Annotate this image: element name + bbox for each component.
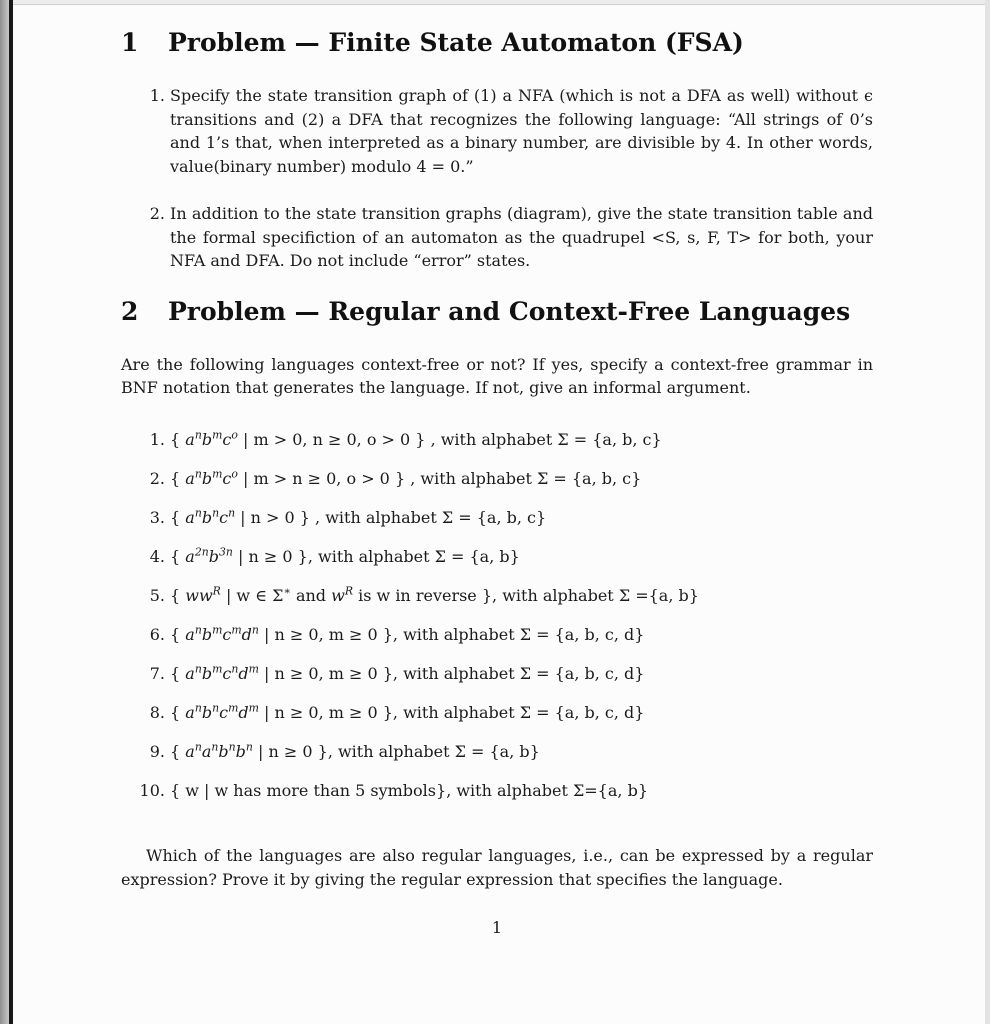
language-item-10 bbox=[121, 779, 873, 803]
item-number: 7. bbox=[149, 663, 165, 683]
language-list bbox=[121, 428, 873, 803]
item-number: 1. bbox=[149, 429, 165, 449]
language-item-8 bbox=[121, 701, 873, 725]
item-number: 6. bbox=[149, 624, 165, 644]
item-number: 9. bbox=[149, 741, 165, 761]
section-2-closing: Which of the languages are also regular languages, i.e., can be expressed by a regular expression? Prove it by giving the regular expression that specifies the language. bbox=[121, 846, 873, 889]
item-text: { $a^nb^mc^nd^m$ | n ≥ 0, m ≥ 0 }, with alphabet Σ = {a, b, c, d} bbox=[170, 662, 645, 683]
item-text: { $a^nb^nc^n$ | n > 0 } , with alphabet Σ = {a, b, c} bbox=[170, 506, 547, 527]
scan-edge-left bbox=[0, 0, 9, 1024]
scan-edge-top bbox=[0, 0, 990, 5]
language-item-5 bbox=[121, 584, 873, 608]
item-number: 3. bbox=[149, 507, 165, 527]
section-2-number: 2 bbox=[121, 296, 139, 326]
language-item-6 bbox=[121, 623, 873, 647]
section-2-intro: Are the following languages context-free or not? If yes, specify a context-free grammar in BNF notation that generates the language. If not, give an informal argument. bbox=[121, 354, 873, 397]
page-number: 1 bbox=[491, 918, 503, 937]
section-1-heading bbox=[121, 28, 873, 58]
item-text: { $a^nb^mc^o$ | m > 0, n ≥ 0, o > 0 } , with alphabet Σ = {a, b, c} bbox=[170, 428, 662, 449]
item-text: { $a^nb^nc^md^m$ | n ≥ 0, m ≥ 0 }, with alphabet Σ = {a, b, c, d} bbox=[170, 701, 645, 722]
language-item-3 bbox=[121, 506, 873, 530]
item-text: In addition to the state transition graphs (diagram), give the state transition table and the formal specifiction of an automaton as the quadrupel <S, s, F, T> for both, your NFA and DFA. Do not include “error” states. bbox=[170, 204, 873, 270]
item-text: { $a^{2n}b^{3n}$ | n ≥ 0 }, with alphabet Σ = {a, b} bbox=[170, 545, 520, 566]
language-item-1 bbox=[121, 428, 873, 452]
section-2-title: Problem — Regular and Context-Free Languages bbox=[168, 296, 851, 326]
item-number: 1. bbox=[149, 86, 165, 105]
item-text: { $a^nb^mc^o$ | m > n ≥ 0, o > 0 } , with alphabet Σ = {a, b, c} bbox=[170, 467, 642, 488]
item-text: { $a^nb^mc^md^n$ | n ≥ 0, m ≥ 0 }, with alphabet Σ = {a, b, c, d} bbox=[170, 623, 645, 644]
item-number: 8. bbox=[149, 702, 165, 722]
item-text: Specify the state transition graph of (1) a NFA (which is not a DFA as well) without ϵ transitions and (2) a DFA that recognizes the following language: “All strings of 0’s and 1’s that, when interpreted as a binary number, are divisible by 4. In other words, value(binary number) modulo 4 = 0.” bbox=[170, 86, 873, 176]
item-number: 4. bbox=[149, 546, 165, 566]
item-number: 5. bbox=[149, 585, 165, 605]
section-1-item-2 bbox=[121, 202, 873, 273]
section-1-item-1 bbox=[121, 84, 873, 178]
section-2-heading bbox=[121, 297, 873, 327]
scan-edge-line bbox=[9, 0, 13, 1024]
item-number: 10. bbox=[139, 780, 165, 800]
document-content bbox=[121, 18, 873, 907]
section-1-number: 1 bbox=[121, 28, 139, 57]
section-1-title: Problem — Finite State Automaton (FSA) bbox=[168, 28, 744, 57]
item-text: { w | w has more than 5 symbols}, with alphabet Σ={a, b} bbox=[170, 780, 648, 800]
language-item-9 bbox=[121, 740, 873, 764]
scan-edge-right bbox=[985, 0, 990, 1024]
item-number: 2. bbox=[149, 468, 165, 488]
language-item-7 bbox=[121, 662, 873, 686]
item-text: { $ww^R$ | w ∈ Σ∗ and $w^R$ is w in reverse }, with alphabet Σ ={a, b} bbox=[170, 584, 699, 605]
item-text: { $a^na^nb^nb^n$ | n ≥ 0 }, with alphabet Σ = {a, b} bbox=[170, 740, 540, 761]
item-number: 2. bbox=[149, 204, 165, 223]
language-item-4 bbox=[121, 545, 873, 569]
language-item-2 bbox=[121, 467, 873, 491]
